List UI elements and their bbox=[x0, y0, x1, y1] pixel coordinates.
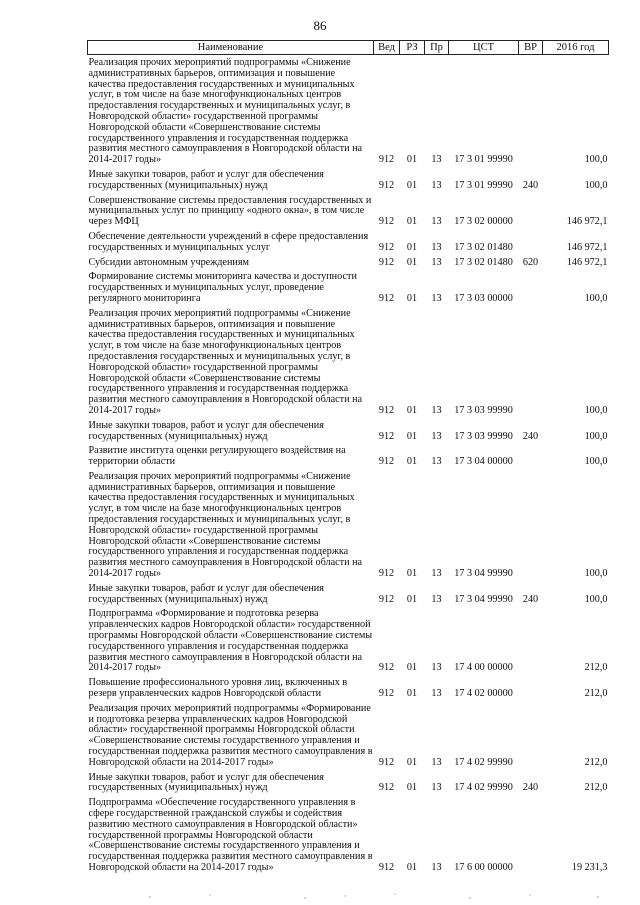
cell-rz: 01 bbox=[406, 861, 418, 873]
cell-vr: 240 bbox=[522, 782, 539, 794]
cell-ved: 912 bbox=[378, 404, 395, 416]
cell-cst: 17 3 04 99990 bbox=[454, 593, 513, 605]
cell-ved: 912 bbox=[378, 756, 395, 768]
table-row bbox=[88, 269, 609, 305]
cell-pr: 13 bbox=[431, 593, 442, 605]
cell-vr: 240 bbox=[522, 430, 539, 442]
cell-rz: 01 bbox=[406, 430, 418, 442]
cell-name: Подпрограмма «Формирование и подготовка резерва управленческих кадров Новгородской области» государственной программы Новгородской области «Совершенствование системы государственного управления и государственная поддержка развития местного самоуправления в Новгородской области на 2014-2017 годы» bbox=[88, 608, 373, 674]
cell-pr: 13 bbox=[431, 688, 442, 700]
cell-name: Формирование системы мониторинга качества и доступности государственных и муниципальных услуг, проведение регулярного мониторинга bbox=[88, 271, 357, 304]
cell-pr: 13 bbox=[431, 430, 442, 442]
table-row bbox=[88, 770, 609, 796]
cell-rz: 01 bbox=[406, 782, 418, 794]
cell-name: Иные закупки товаров, работ и услуг для обеспечения государственных (муниципальных) нужд bbox=[88, 168, 324, 191]
cell-pr: 13 bbox=[431, 256, 442, 268]
cell-name: Подпрограмма «Обеспечение государственного управления в сфере государственной гражданской службы и содействия развитию местного самоуправления в Новгородской области» государственной программы Новгородской области «Совершенствование системы государственного управления и государственная поддержка развития местного самоуправления в Новгородской области на 2014-2017 годы» bbox=[88, 797, 373, 873]
page-number: 86 bbox=[313, 18, 327, 33]
table-row bbox=[88, 306, 609, 418]
cell-name: Реализация прочих мероприятий подпрограммы «Формирование и подготовка резерва управленческих кадров Новгородской области» государственной программы Новгородской области «Совершенствование системы государственного управления и государственная поддержка развития местного самоуправления в Новгородской области на 2014-2017 годы» bbox=[88, 702, 373, 768]
cell-vr bbox=[519, 193, 543, 229]
cell-cst: 17 4 02 99990 bbox=[454, 782, 513, 794]
cell-vr bbox=[519, 606, 543, 675]
cell-name: Реализация прочих мероприятий подпрограммы «Снижение административных барьеров, оптимизация и повышение качества предоставления государственных и муниципальных услуг, в том числе на базе многофункциональных центров предоставления государственных и муниципальных услуг, в Новгородской области» государственной программы Новгородской области «Совершенствование системы государственного управления и государственная поддержка развития местного самоуправления в Новгородской области на 2014-2017 годы» bbox=[88, 57, 363, 166]
cell-name: Обеспечение деятельности учреждений в сфере предоставления государственных и муниципальных услуг bbox=[88, 230, 369, 253]
cell-name: Иные закупки товаров, работ и услуг для обеспечения государственных (муниципальных) нужд bbox=[88, 771, 324, 794]
table-row bbox=[88, 581, 609, 607]
cell-amount: 100,0 bbox=[584, 456, 608, 468]
cell-ved: 912 bbox=[378, 662, 395, 674]
cell-ved: 912 bbox=[378, 593, 395, 605]
table-row bbox=[88, 167, 609, 193]
table-row bbox=[88, 229, 609, 255]
cell-name: Реализация прочих мероприятий подпрограммы «Снижение административных барьеров, оптимизация и повышение качества предоставления государственных и муниципальных услуг, в том числе на базе многофункциональных центров предоставления государственных и муниципальных услуг, в Новгородской области» государственной программы Новгородской области «Совершенствование системы государственного управления и государственная поддержка развития местного самоуправления в Новгородской области на 2014-2017 годы» bbox=[88, 470, 363, 580]
header-vr: ВР bbox=[519, 41, 543, 55]
cell-vr bbox=[519, 269, 543, 305]
cell-rz: 01 bbox=[406, 292, 418, 304]
cell-cst: 17 3 03 99990 bbox=[454, 404, 513, 416]
cell-rz: 01 bbox=[406, 404, 418, 416]
cell-amount: 212,0 bbox=[584, 688, 608, 700]
cell-vr bbox=[519, 55, 543, 167]
cell-name: Повышение профессионального уровня лиц, включенных в резерв управленческих кадров Новгородской области bbox=[88, 677, 348, 700]
cell-pr: 13 bbox=[431, 782, 442, 794]
cell-amount: 100,0 bbox=[584, 430, 608, 442]
cell-ved: 912 bbox=[378, 782, 395, 794]
table-row bbox=[88, 701, 609, 770]
cell-cst: 17 3 04 99990 bbox=[454, 568, 513, 580]
cell-rz: 01 bbox=[406, 688, 418, 700]
cell-cst: 17 3 02 00000 bbox=[454, 216, 513, 228]
cell-rz: 01 bbox=[406, 241, 418, 253]
budget-table bbox=[87, 40, 609, 875]
cell-vr: 240 bbox=[522, 593, 539, 605]
cell-ved: 912 bbox=[378, 241, 395, 253]
table-header-row bbox=[88, 41, 609, 55]
cell-amount: 100,0 bbox=[584, 404, 608, 416]
cell-cst: 17 3 02 01480 bbox=[454, 256, 513, 268]
cell-ved: 912 bbox=[378, 256, 395, 268]
table-row bbox=[88, 443, 609, 469]
cell-amount: 19 231,3 bbox=[571, 861, 608, 873]
header-pr: Пр bbox=[425, 41, 449, 55]
table-row bbox=[88, 606, 609, 675]
cell-name: Иные закупки товаров, работ и услуг для обеспечения государственных (муниципальных) нужд bbox=[88, 419, 324, 442]
cell-vr bbox=[519, 229, 543, 255]
cell-ved: 912 bbox=[378, 568, 395, 580]
cell-pr: 13 bbox=[431, 154, 442, 166]
cell-vr bbox=[519, 795, 543, 875]
table-row bbox=[88, 193, 609, 229]
cell-cst: 17 6 00 00000 bbox=[454, 861, 513, 873]
cell-cst: 17 3 02 01480 bbox=[454, 241, 513, 253]
cell-vr: 240 bbox=[522, 179, 539, 191]
cell-rz: 01 bbox=[406, 568, 418, 580]
header-cst: ЦСТ bbox=[449, 41, 519, 55]
cell-cst: 17 3 03 00000 bbox=[454, 292, 513, 304]
cell-cst: 17 3 01 99990 bbox=[454, 179, 513, 191]
table-row bbox=[88, 795, 609, 875]
cell-name: Развитие института оценки регулирующего воздействия на территории области bbox=[88, 445, 346, 468]
cell-vr bbox=[519, 469, 543, 581]
cell-ved: 912 bbox=[378, 292, 395, 304]
cell-amount: 146 972,1 bbox=[566, 256, 608, 268]
cell-name: Иные закупки товаров, работ и услуг для обеспечения государственных (муниципальных) нужд bbox=[88, 582, 324, 605]
cell-rz: 01 bbox=[406, 154, 418, 166]
cell-rz: 01 bbox=[406, 216, 418, 228]
cell-pr: 13 bbox=[431, 216, 442, 228]
scan-artifacts bbox=[0, 889, 640, 903]
cell-pr: 13 bbox=[431, 861, 442, 873]
cell-ved: 912 bbox=[378, 179, 395, 191]
header-rz: РЗ bbox=[400, 41, 425, 55]
cell-pr: 13 bbox=[431, 241, 442, 253]
cell-rz: 01 bbox=[406, 662, 418, 674]
cell-amount: 146 972,1 bbox=[566, 241, 608, 253]
cell-rz: 01 bbox=[406, 593, 418, 605]
cell-rz: 01 bbox=[406, 456, 418, 468]
cell-cst: 17 3 04 00000 bbox=[454, 456, 513, 468]
cell-amount: 212,0 bbox=[584, 756, 608, 768]
cell-ved: 912 bbox=[378, 456, 395, 468]
cell-vr bbox=[519, 306, 543, 418]
cell-amount: 212,0 bbox=[584, 662, 608, 674]
cell-name: Совершенствование системы предоставления государственных и муниципальных услуг по принципу «одного окна», в том числе через МФЦ bbox=[88, 194, 372, 228]
cell-ved: 912 bbox=[378, 216, 395, 228]
cell-amount: 100,0 bbox=[584, 568, 608, 580]
cell-ved: 912 bbox=[378, 688, 395, 700]
cell-amount: 100,0 bbox=[584, 154, 608, 166]
table-row bbox=[88, 469, 609, 581]
cell-vr bbox=[519, 701, 543, 770]
cell-pr: 13 bbox=[431, 756, 442, 768]
cell-vr: 620 bbox=[522, 256, 539, 268]
cell-amount: 146 972,1 bbox=[566, 216, 608, 228]
cell-pr: 13 bbox=[431, 662, 442, 674]
cell-pr: 13 bbox=[431, 568, 442, 580]
cell-name: Субсидии автономным учреждениям bbox=[88, 256, 249, 268]
cell-pr: 13 bbox=[431, 404, 442, 416]
cell-pr: 13 bbox=[431, 456, 442, 468]
cell-ved: 912 bbox=[378, 861, 395, 873]
cell-vr bbox=[519, 675, 543, 701]
table-row bbox=[88, 255, 609, 270]
header-year: 2016 год bbox=[543, 41, 609, 55]
table-row bbox=[88, 675, 609, 701]
cell-pr: 13 bbox=[431, 179, 442, 191]
cell-vr bbox=[519, 443, 543, 469]
table-row bbox=[88, 55, 609, 167]
cell-amount: 100,0 bbox=[584, 593, 608, 605]
cell-ved: 912 bbox=[378, 430, 395, 442]
cell-amount: 100,0 bbox=[584, 179, 608, 191]
header-name: Наименование bbox=[88, 41, 374, 55]
cell-ved: 912 bbox=[378, 154, 395, 166]
cell-rz: 01 bbox=[406, 179, 418, 191]
cell-pr: 13 bbox=[431, 292, 442, 304]
cell-cst: 17 4 02 99990 bbox=[454, 756, 513, 768]
cell-rz: 01 bbox=[406, 756, 418, 768]
cell-cst: 17 3 01 99990 bbox=[454, 154, 513, 166]
cell-cst: 17 4 00 00000 bbox=[454, 662, 513, 674]
header-ved: Вед bbox=[374, 41, 400, 55]
cell-amount: 212,0 bbox=[584, 782, 608, 794]
cell-amount: 100,0 bbox=[584, 292, 608, 304]
cell-rz: 01 bbox=[406, 256, 418, 268]
cell-cst: 17 3 03 99990 bbox=[454, 430, 513, 442]
cell-cst: 17 4 02 00000 bbox=[454, 688, 513, 700]
table-row bbox=[88, 418, 609, 444]
cell-name: Реализация прочих мероприятий подпрограммы «Снижение административных барьеров, оптимизация и повышение качества предоставления государственных и муниципальных услуг, в том числе на базе многофункциональных центров предоставления государственных и муниципальных услуг, в Новгородской области» государственной программы Новгородской области «Совершенствование системы государственного управления и государственная поддержка развития местного самоуправления в Новгородской области на 2014-2017 годы» bbox=[88, 307, 363, 416]
